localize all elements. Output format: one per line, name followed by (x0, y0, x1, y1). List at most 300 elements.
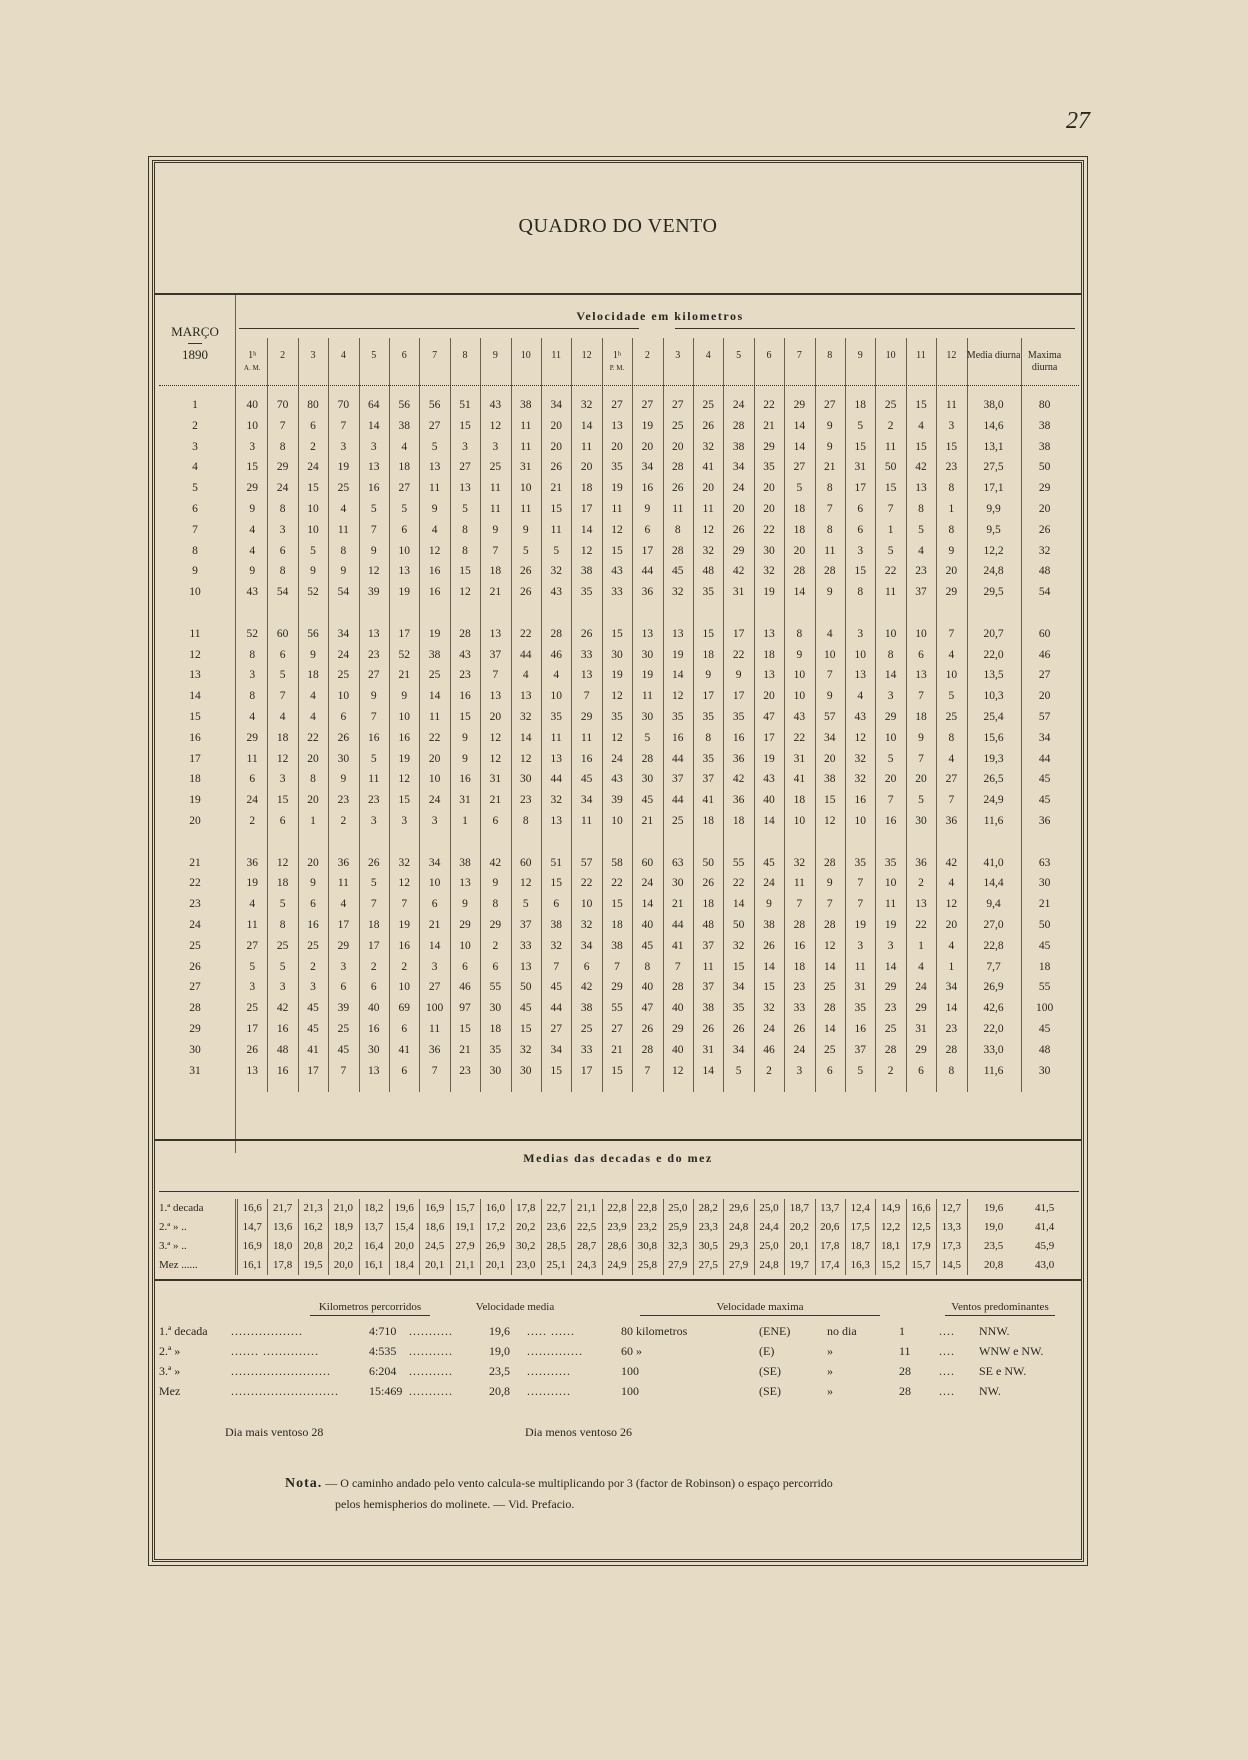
avg-column-divider (693, 1199, 694, 1275)
speed-value: 15 (459, 711, 471, 723)
wind-table-frame (152, 160, 1084, 1562)
speed-value: 37 (915, 586, 927, 599)
speed-value: 22 (763, 523, 775, 536)
speed-value: 42 (945, 856, 958, 869)
day-number: 26 (189, 960, 201, 973)
speed-value: 23 (368, 794, 380, 807)
speed-value: 16 (276, 1064, 289, 1077)
speed-value: 7 (948, 794, 955, 807)
speed-value: 29 (884, 711, 897, 723)
speed-value: 12 (945, 898, 958, 911)
maxima-diurna-value: 20 (1038, 503, 1051, 515)
summary-dots3: .............. (527, 1344, 583, 1358)
speed-value: 42 (732, 773, 745, 786)
speed-value: 3 (249, 669, 256, 682)
speed-value: 4 (401, 440, 408, 453)
speed-value: 19 (763, 586, 775, 599)
speed-value: 38 (763, 919, 775, 931)
speed-value: 16 (732, 731, 745, 744)
speed-value: 26 (641, 1023, 654, 1035)
speed-value: 14 (368, 419, 380, 432)
speed-value: 19 (337, 461, 350, 474)
media-diurna-value: 11,6 (983, 1064, 1004, 1077)
average-value: 13,6 (272, 1221, 293, 1233)
summary-dots1: ........................... (231, 1384, 339, 1398)
speed-value: 26 (702, 1023, 714, 1035)
speed-value: 18 (398, 461, 410, 474)
speed-value: 27 (611, 1023, 623, 1035)
speed-value: 22 (793, 731, 806, 744)
speed-value: 70 (276, 399, 289, 411)
average-value: 18,7 (850, 1240, 870, 1252)
hour-header (389, 350, 419, 362)
average-value: 25,1 (546, 1259, 566, 1271)
hour-header (784, 350, 814, 362)
speed-value: 25 (672, 815, 684, 827)
day-number: 14 (189, 690, 201, 703)
speed-value: 10 (884, 627, 897, 640)
speed-value: 18 (793, 503, 806, 515)
speed-value: 21 (428, 919, 441, 931)
speed-value: 13 (489, 690, 502, 703)
average-value: 23,2 (637, 1221, 657, 1233)
speed-value: 4 (918, 544, 924, 557)
speed-value: 10 (307, 503, 319, 515)
speed-value: 11 (429, 1023, 441, 1035)
average-value: 27,9 (455, 1240, 475, 1252)
speed-value: 14 (520, 731, 532, 744)
speed-value: 15 (854, 440, 866, 453)
media-diurna-value: 24,8 (983, 565, 1004, 578)
average-value: 25,8 (637, 1259, 657, 1271)
speed-value: 10 (459, 939, 471, 952)
speed-value: 7 (887, 794, 894, 807)
speed-value: 14 (580, 523, 593, 536)
hour-header-label: 5 (736, 350, 742, 361)
speed-value: 37 (702, 981, 714, 994)
average-value: 18,2 (364, 1202, 384, 1214)
hour-header-label: 1ʰ (248, 350, 257, 361)
hour-header-label: 5 (371, 350, 377, 361)
speed-value: 11 (611, 503, 623, 515)
speed-value: 15 (459, 1023, 471, 1035)
speed-value: 5 (918, 523, 924, 536)
speed-value: 36 (732, 752, 745, 765)
speed-value: 13 (368, 461, 380, 474)
speed-value: 28 (793, 565, 806, 578)
summary-max: 100 (621, 1364, 639, 1378)
media-diurna-value: 38,0 (983, 399, 1004, 411)
avg-column-divider (845, 1199, 846, 1275)
speed-value: 3 (249, 981, 256, 994)
speed-value: 6 (401, 523, 408, 536)
average-value: 16,1 (364, 1259, 384, 1271)
average-value: 17,8 (272, 1259, 293, 1271)
hour-header-label: 7 (796, 350, 802, 361)
speed-value: 37 (702, 773, 714, 786)
speed-value: 3 (340, 440, 347, 453)
speed-value: 17 (732, 690, 745, 703)
speed-value: 42 (489, 856, 502, 869)
speed-value: 14 (580, 419, 593, 432)
speed-value: 18 (580, 482, 593, 495)
hour-header-period: A. M. (243, 364, 261, 372)
average-value: 23,6 (546, 1221, 566, 1233)
hour-header (571, 350, 601, 362)
speed-value: 36 (337, 856, 350, 869)
summary-km: 4:710 (369, 1324, 397, 1338)
speed-value: 20 (307, 752, 319, 765)
average-media: 20,8 (983, 1259, 1004, 1271)
hour-header-label: 10 (885, 350, 896, 361)
speed-value: 25 (672, 419, 684, 432)
media-diurna-value: 22,8 (983, 939, 1004, 952)
speed-value: 34 (580, 939, 593, 952)
speed-value: 38 (702, 1002, 714, 1015)
speed-value: 4 (826, 627, 833, 640)
day-number: 22 (189, 877, 201, 890)
hour-header (237, 350, 267, 374)
speed-value: 13 (763, 627, 775, 640)
hour-header-label: 4 (340, 350, 346, 361)
speed-value: 12 (489, 752, 502, 765)
summary-max: 80 kilometros (621, 1324, 688, 1338)
speed-value: 9 (948, 544, 955, 557)
avg-column-divider (936, 1199, 937, 1275)
speed-value: 16 (854, 1023, 866, 1035)
decade-label: 3.ª » .. (159, 1240, 187, 1252)
maxima-diurna-value: 54 (1038, 586, 1051, 599)
speed-value: 16 (398, 939, 410, 952)
summary-row (159, 1361, 1079, 1381)
speed-value: 40 (641, 919, 654, 931)
average-value: 24,3 (576, 1259, 597, 1271)
speed-value: 16 (580, 752, 593, 765)
maxima-diurna-value: 38 (1038, 440, 1051, 453)
speed-value: 16 (398, 731, 410, 744)
speed-value: 44 (641, 565, 654, 578)
speed-value: 16 (368, 482, 380, 495)
hour-header (267, 350, 297, 362)
hour-header (875, 350, 905, 362)
day-number: 6 (192, 503, 198, 515)
speed-value: 8 (249, 690, 256, 703)
speed-value: 8 (887, 648, 894, 661)
day-number: 1 (192, 399, 198, 411)
speed-value: 24 (732, 482, 745, 495)
speed-value: 29 (611, 981, 623, 994)
speed-value: 24 (611, 752, 623, 765)
summary-label: Mez (159, 1384, 181, 1398)
speed-value: 8 (948, 482, 955, 495)
speed-value: 25 (824, 981, 836, 994)
speed-value: 22 (915, 919, 927, 931)
speed-value: 18 (489, 565, 502, 578)
speed-value: 44 (520, 648, 532, 661)
summary-nodia: » (827, 1364, 833, 1378)
speed-value: 44 (550, 773, 562, 786)
speed-value: 4 (340, 898, 347, 911)
speed-value: 19 (398, 919, 410, 931)
hour-header-label: 12 (946, 350, 957, 361)
speed-value: 8 (948, 731, 955, 744)
speed-value: 16 (459, 690, 471, 703)
average-value: 23,9 (607, 1221, 627, 1233)
speed-value: 45 (580, 773, 593, 786)
speed-value: 2 (887, 1064, 894, 1077)
summary-nodia: no dia (827, 1324, 857, 1338)
speed-value: 6 (644, 523, 651, 536)
speed-value: 4 (249, 711, 256, 723)
speed-value: 10 (824, 648, 836, 661)
speed-value: 29 (276, 461, 289, 474)
speed-value: 34 (550, 399, 562, 411)
speed-value: 11 (702, 960, 714, 973)
speed-value: 10 (428, 877, 441, 890)
speed-value: 52 (246, 627, 258, 640)
speed-value: 26 (368, 856, 380, 869)
speed-value: 7 (492, 544, 499, 557)
media-diurna-value: 42,6 (983, 1002, 1004, 1015)
speed-value: 10 (854, 648, 866, 661)
day-number: 5 (192, 482, 198, 495)
average-value: 14,9 (880, 1202, 901, 1214)
speed-value: 36 (246, 856, 258, 869)
average-maxima: 41,4 (1034, 1221, 1055, 1233)
speed-value: 10 (793, 690, 806, 703)
speed-value: 17 (580, 503, 593, 515)
speed-value: 30 (763, 544, 775, 557)
speed-value: 3 (431, 960, 438, 973)
speed-value: 27 (550, 1023, 562, 1035)
speed-value: 8 (522, 815, 529, 827)
speed-value: 8 (279, 919, 286, 931)
hour-header (480, 350, 510, 362)
speed-value: 10 (580, 898, 593, 911)
speed-value: 8 (826, 482, 833, 495)
speed-value: 13 (550, 815, 562, 827)
speed-value: 24 (763, 877, 775, 890)
speed-value: 23 (793, 981, 806, 994)
speed-value: 30 (489, 1002, 502, 1015)
speed-value: 46 (763, 1043, 775, 1056)
speed-value: 15 (702, 627, 714, 640)
media-diurna-value: 12,2 (983, 544, 1004, 557)
hour-column-divider (389, 338, 390, 1092)
media-diurna-value: 10,3 (983, 690, 1004, 703)
summary-row (159, 1381, 1079, 1401)
speed-value: 15 (550, 1064, 562, 1077)
speed-value: 13 (368, 1064, 380, 1077)
speed-value: 28 (824, 565, 836, 578)
speed-value: 17 (398, 627, 410, 640)
hour-column-divider (298, 338, 299, 1092)
speed-value: 43 (793, 711, 806, 723)
speed-value: 34 (641, 461, 654, 474)
speed-value: 9 (826, 419, 833, 432)
speed-value: 32 (732, 939, 745, 952)
speed-value: 1 (887, 523, 894, 536)
speed-value: 5 (249, 960, 256, 973)
speed-value: 15 (915, 440, 927, 453)
speed-value: 36 (732, 794, 745, 807)
speed-value: 40 (246, 399, 258, 411)
speed-value: 20 (763, 690, 775, 703)
speed-value: 32 (550, 939, 562, 952)
average-value: 30,8 (637, 1240, 657, 1252)
average-value: 25,0 (759, 1202, 779, 1214)
speed-value: 40 (763, 794, 775, 807)
speed-value: 20 (793, 544, 806, 557)
speed-value: 13 (763, 669, 775, 682)
speed-value: 2 (887, 419, 894, 432)
speed-value: 9 (735, 669, 742, 682)
average-maxima: 43,0 (1034, 1259, 1055, 1271)
avg-column-divider (419, 1199, 420, 1275)
maxima-diurna-value: 100 (1035, 1002, 1054, 1015)
speed-value: 4 (249, 523, 256, 536)
speed-value: 15 (246, 461, 258, 474)
speed-value: 9 (522, 523, 529, 536)
speed-value: 31 (732, 586, 745, 599)
speed-value: 45 (763, 856, 775, 869)
media-diurna-value: 29,5 (983, 586, 1004, 599)
speed-value: 10 (246, 419, 258, 432)
speed-value: 19 (854, 919, 866, 931)
speed-value: 23 (368, 648, 380, 661)
average-value: 12,7 (941, 1202, 961, 1214)
speed-value: 22 (428, 731, 441, 744)
speed-value: 9 (796, 648, 803, 661)
speed-value: 28 (641, 752, 654, 765)
avg-column-divider (784, 1199, 785, 1275)
summary-winds: NNW. (979, 1324, 1010, 1338)
speed-value: 37 (702, 939, 714, 952)
speed-value: 11 (368, 773, 380, 786)
speed-value: 30 (489, 1064, 502, 1077)
avg-column-divider (906, 1199, 907, 1275)
speed-value: 1 (310, 815, 316, 827)
speed-value: 19 (641, 669, 654, 682)
speed-value: 14 (428, 690, 441, 703)
speed-value: 13 (520, 960, 532, 973)
media-diurna-value: 14,6 (983, 419, 1004, 432)
speed-value: 8 (462, 544, 468, 557)
media-diurna-value: 13,1 (983, 440, 1004, 453)
speed-value: 6 (826, 1064, 833, 1077)
summary-km: 15:469 (369, 1384, 403, 1398)
speed-value: 10 (793, 815, 806, 827)
average-media: 19,6 (983, 1202, 1004, 1214)
speed-value: 12 (398, 877, 410, 890)
speed-value: 54 (337, 586, 350, 599)
speed-value: 9 (370, 544, 377, 557)
speed-value: 10 (884, 877, 897, 890)
speed-value: 97 (459, 1002, 471, 1015)
speed-value: 30 (641, 773, 654, 786)
media-diurna-value: 15,6 (983, 731, 1004, 744)
speed-value: 6 (857, 503, 864, 515)
summary-row (159, 1341, 1079, 1361)
day-number: 11 (189, 627, 201, 640)
speed-value: 4 (522, 669, 529, 682)
average-value: 22,8 (607, 1202, 627, 1214)
speed-value: 6 (310, 898, 316, 911)
speed-value: 10 (550, 690, 562, 703)
speed-value: 10 (398, 544, 410, 557)
speed-value: 13 (854, 669, 866, 682)
avg-column-divider (754, 1199, 755, 1275)
maxima-diurna-value: 48 (1038, 1043, 1051, 1056)
hour-header (754, 350, 784, 362)
speed-value: 21 (824, 461, 836, 474)
average-value: 17,4 (820, 1259, 840, 1271)
speed-value: 25 (337, 1023, 350, 1035)
speed-value: 12 (672, 1064, 684, 1077)
speed-value: 15 (611, 1064, 623, 1077)
speed-value: 11 (429, 711, 441, 723)
speed-value: 22 (732, 877, 745, 890)
maxima-diurna-value: 63 (1038, 856, 1051, 869)
maxima-diurna-value: 38 (1038, 419, 1051, 432)
speed-value: 3 (887, 690, 894, 703)
hour-column-divider (571, 338, 572, 1092)
speed-value: 50 (884, 461, 897, 474)
speed-value: 12 (854, 731, 866, 744)
speed-value: 56 (428, 399, 441, 411)
month-name: MARÇO (171, 324, 219, 339)
speed-value: 35 (672, 711, 684, 723)
speed-value: 3 (857, 544, 864, 557)
speed-value: 3 (340, 960, 347, 973)
speed-value: 12 (672, 690, 684, 703)
speed-value: 27 (672, 399, 684, 411)
note-text-2: pelos hemispherios do molinete. — Vid. Prefacio. (335, 1497, 575, 1511)
speed-value: 6 (857, 523, 864, 536)
speed-value: 9 (644, 503, 651, 515)
media-diurna-value: 27,5 (983, 461, 1004, 474)
average-value: 30,2 (516, 1240, 536, 1252)
average-value: 20,8 (303, 1240, 323, 1252)
speed-value: 11 (246, 752, 258, 765)
speed-value: 26 (337, 731, 350, 744)
speed-value: 17 (702, 690, 714, 703)
speed-value: 28 (945, 1043, 958, 1056)
hour-column-divider (359, 338, 360, 1092)
speed-value: 22 (732, 648, 745, 661)
media-diurna-value: 25,4 (983, 711, 1004, 723)
speed-value: 25 (824, 1043, 836, 1056)
speed-value: 9 (310, 648, 316, 661)
speed-value: 1 (462, 815, 468, 827)
speed-value: 50 (520, 981, 532, 994)
speed-value: 17 (641, 544, 654, 557)
average-value: 29,3 (728, 1240, 749, 1252)
speed-value: 15 (611, 544, 623, 557)
speed-value: 41 (672, 939, 684, 952)
averages-bottom-rule (155, 1279, 1081, 1281)
speed-value: 20 (307, 856, 319, 869)
speed-value: 56 (398, 399, 410, 411)
average-value: 18,6 (424, 1221, 445, 1233)
summary-row (159, 1321, 1079, 1341)
speed-value: 26 (520, 565, 532, 578)
hour-header-label: 6 (766, 350, 772, 361)
summary-day: 11 (899, 1344, 911, 1358)
speed-value: 32 (580, 919, 593, 931)
hour-header-label: 3 (310, 350, 316, 361)
media-diurna-value: 9,9 (986, 503, 1001, 515)
